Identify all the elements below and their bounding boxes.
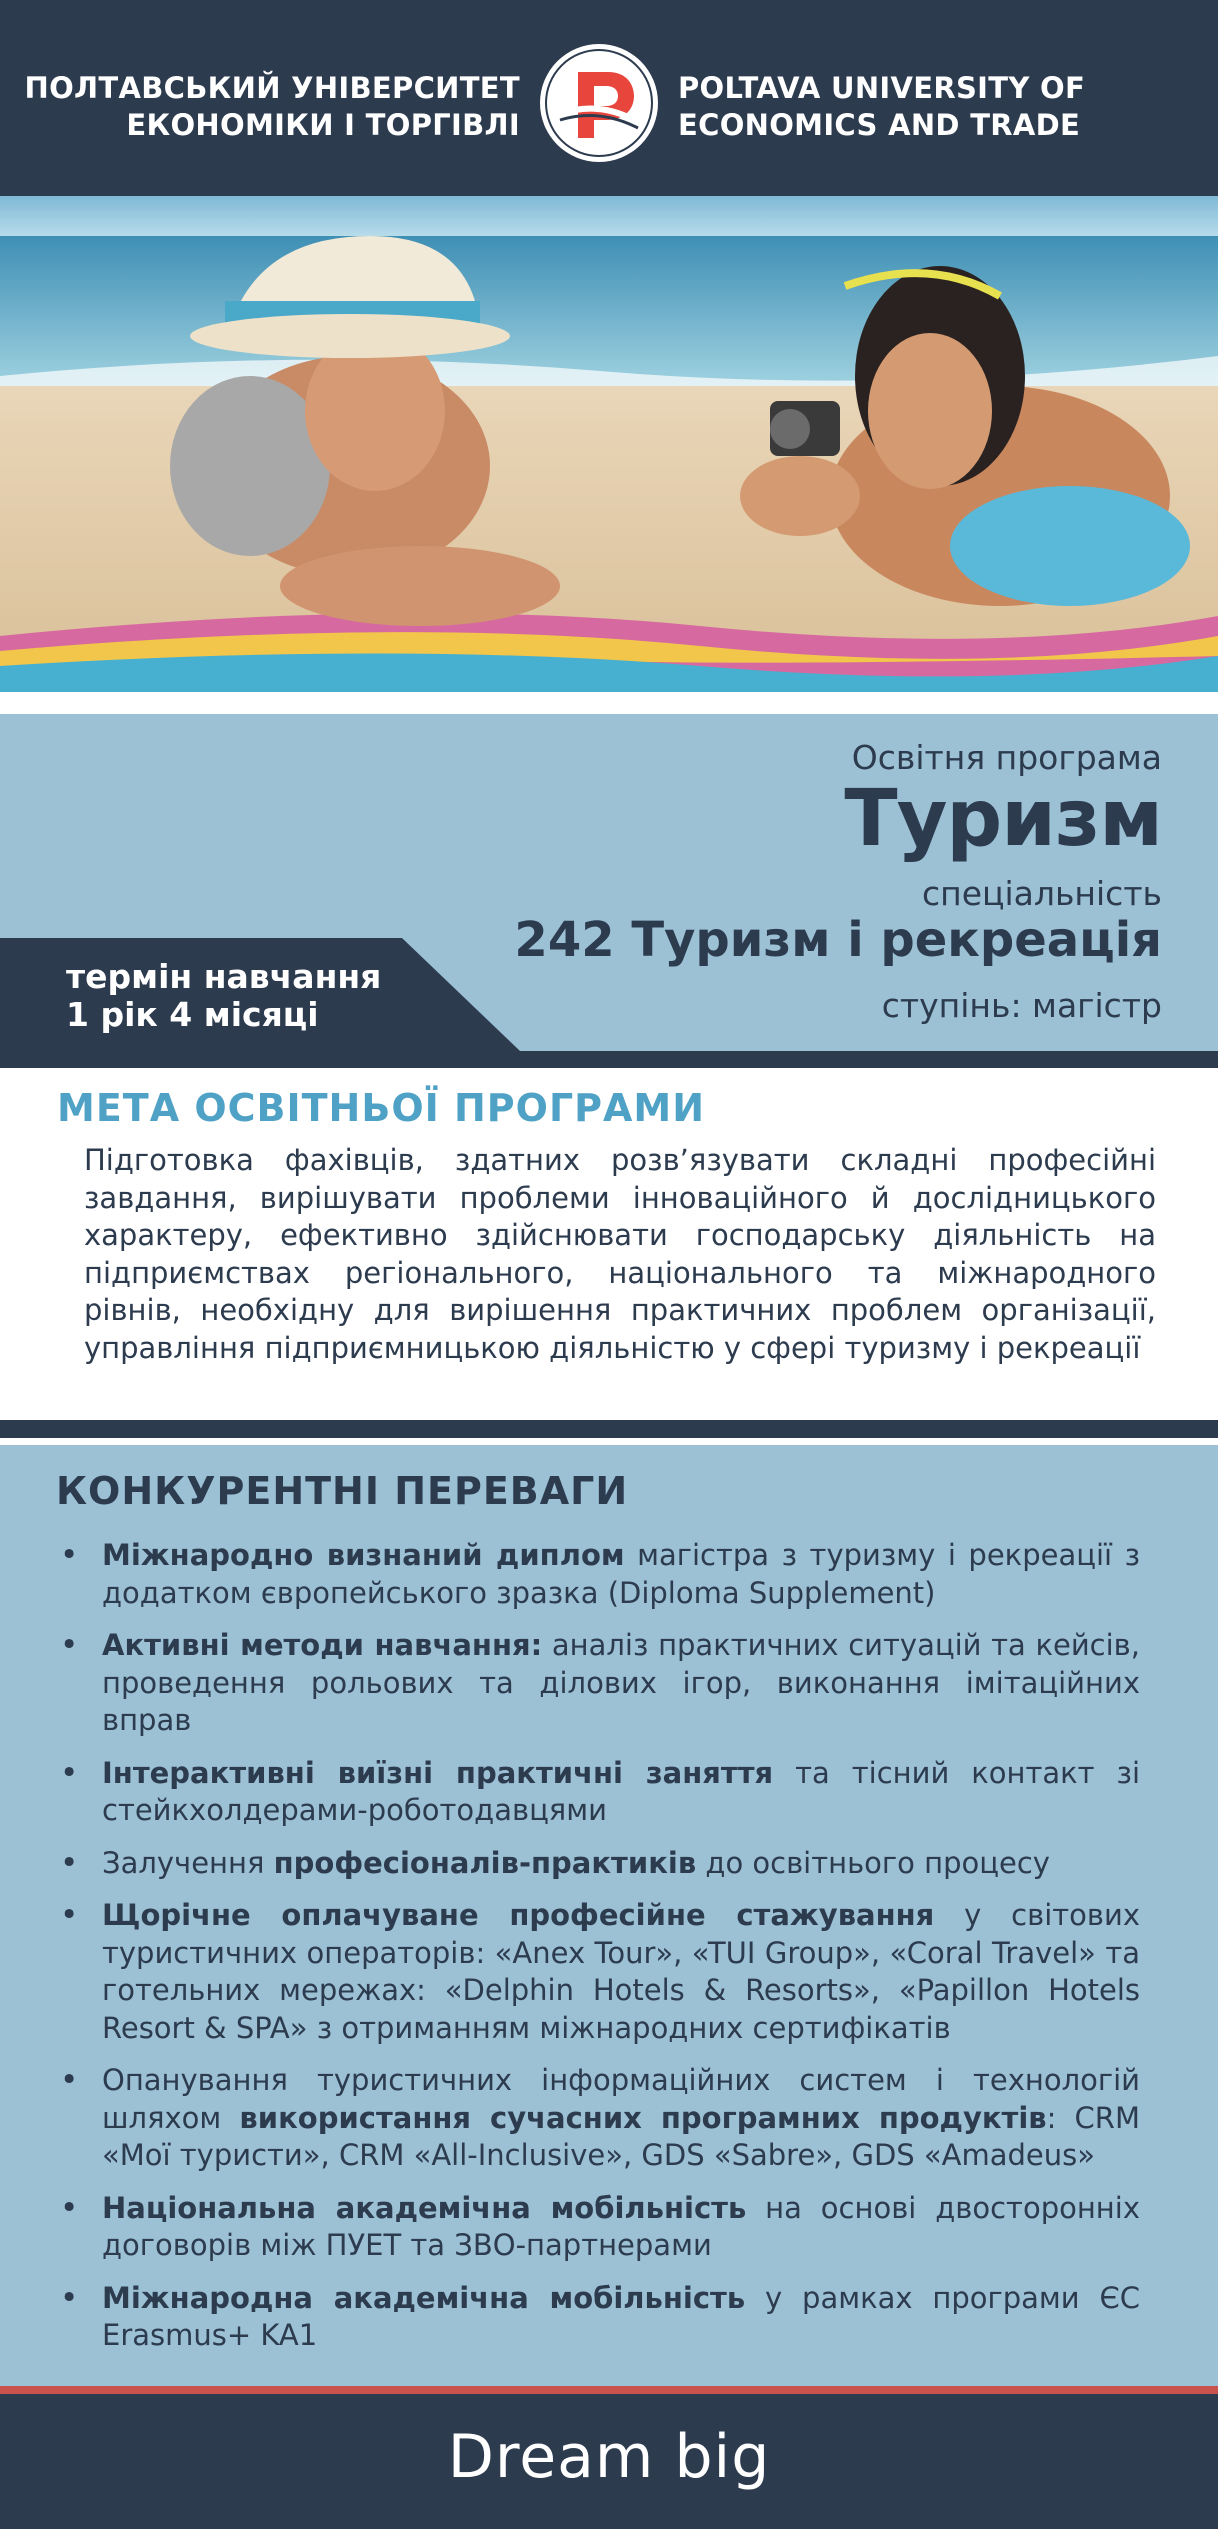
university-logo-icon: [538, 42, 660, 164]
program-title: Туризм: [844, 774, 1162, 864]
program-label: Освітня програма: [851, 738, 1162, 777]
university-name-ua-line1: ПОЛТАВСЬКИЙ УНІВЕРСИТЕТ: [24, 71, 520, 105]
goal-text: Підготовка фахівців, здатних розв’язувати складні професійні завдання, вирішувати проблеми інноваційного й дослідницького характеру, ефективно здійснювати господарську діяльність на підприємствах регіонального, національного та міжнародного рівнів, необхідну для вирішення практичних проблем організації, управління підприємницькою діяльністю у сфері туризму і рекреації: [84, 1143, 1156, 1365]
list-item: • Національна академічна мобільність на основі двосторонніх договорів між ПУЕТ та ЗВО-партнерами: [60, 2190, 1140, 2265]
university-name-en-line1: POLTAVA UNIVERSITY OF: [678, 71, 1086, 105]
divider: [0, 1051, 1218, 1068]
specialty-label: спеціальність: [922, 874, 1162, 913]
specialty: 242 Туризм і рекреація: [514, 912, 1162, 968]
divider: [0, 692, 1218, 714]
university-name-en-line2: ECONOMICS AND TRADE: [678, 108, 1081, 142]
university-name-ua: [25, 70, 520, 144]
degree: ступінь: магістр: [881, 986, 1162, 1025]
university-name-en: [678, 70, 1085, 144]
advantages-title: КОНКУРЕНТНІ ПЕРЕВАГИ: [56, 1469, 629, 1513]
footer: [0, 2394, 1218, 2529]
study-term-value: 1 рік 4 місяці: [66, 995, 319, 1034]
list-item: • Міжнародна академічна мобільність у рамках програми ЄС Erasmus+ KA1: [60, 2280, 1140, 2355]
list-item: • Залучення професіоналів-практиків до освітнього процесу: [60, 1845, 1140, 1883]
goal-title: МЕТА ОСВІТНЬОЇ ПРОГРАМИ: [57, 1086, 706, 1130]
study-term-label: термін навчання: [66, 957, 382, 996]
divider: [0, 2386, 1218, 2394]
list-item: • Інтерактивні виїзні практичні заняття та тісний контакт зі стейкхолдерами-роботодавцями: [60, 1755, 1140, 1830]
advantages-section: [0, 1445, 1218, 2386]
list-item: • Щорічне оплачуване професійне стажування у світових туристичних операторів: «Anex Tour», «TUI Group», «Coral Travel» та готельних мережах: «Delphin Hotels & Resorts», «Papillon Hotels Resort & SPA» з отриманням міжнародних сертифікатів: [60, 1897, 1140, 2047]
advantages-list: [60, 1537, 1140, 2370]
divider: [0, 1438, 1218, 1445]
university-name-ua-line2: ЕКОНОМІКИ І ТОРГІВЛІ: [126, 108, 520, 142]
study-term: [66, 958, 381, 1034]
list-item: • Опанування туристичних інформаційних систем і технологій шляхом використання сучасних програмних продуктів: CRM «Мої туристи», CRM «All-Inclusive», GDS «Sabre», GDS «Amadeus»: [60, 2062, 1140, 2175]
list-item: • Міжнародно визнаний диплом магістра з туризму і рекреації з додатком європейського зразка (Diploma Supplement): [60, 1537, 1140, 1612]
list-item: • Активні методи навчання: аналіз практичних ситуацій та кейсів, проведення рольових та ділових ігор, виконання імітаційних вправ: [60, 1627, 1140, 1740]
program-section: [0, 714, 1218, 1051]
beach-couple-photo: [0, 196, 1218, 692]
slogan: Dream big: [447, 2422, 771, 2492]
header: [0, 0, 1218, 196]
divider: [0, 1420, 1218, 1438]
